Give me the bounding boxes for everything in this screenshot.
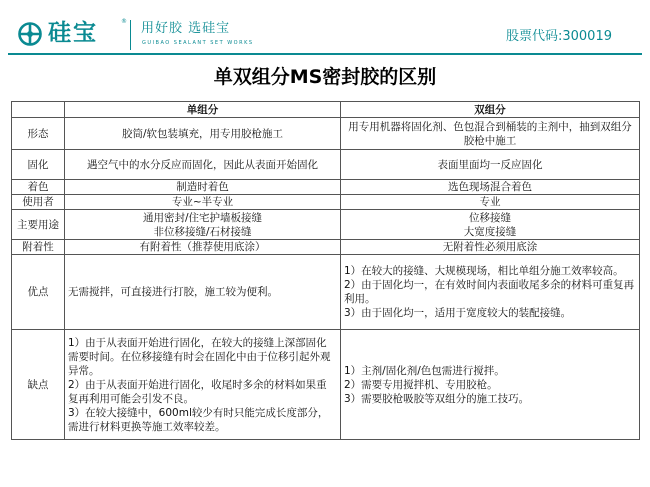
row-label: 主要用途 [12, 210, 65, 240]
registered-mark: ® [121, 18, 127, 25]
page-title: 单双组分MS密封胶的区别 [213, 66, 437, 88]
single-cell: 胶筒/软包装填充，用专用胶枪施工 [65, 118, 341, 150]
double-cell: 用专用机器将固化剂、色包混合到桶装的主剂中，抽到双组分胶枪中施工 [341, 118, 640, 150]
double-cell: 专业 [341, 195, 640, 210]
row-label: 优点 [12, 255, 65, 330]
header-divider [130, 20, 131, 50]
single-cell: 无需搅拌，可直接进行打胶，施工较为便利。 [65, 255, 341, 330]
row-label: 着色 [12, 180, 65, 195]
row-label: 使用者 [12, 195, 65, 210]
double-cell: 位移接缝 大宽度接缝 [341, 210, 640, 240]
brand-slogan-english: GUIBAO SEALANT SET WORKS [142, 40, 254, 46]
header-bar [0, 0, 650, 56]
table-row [12, 255, 640, 330]
header-cell-single: 单组分 [65, 102, 341, 118]
brand-slogan: 用好胶 选硅宝 [141, 21, 231, 36]
table-row [12, 150, 640, 180]
table-row [12, 118, 640, 150]
single-cell: 有附着性（推荐使用底涂） [65, 240, 341, 255]
single-cell: 1）由于从表面开始进行固化，在较大的接缝上深部固化需要时间。在位移接缝有时会在固化中由于位移引起外观异常。 2）由于从表面开始进行固化，收尾时多余的材料如果重复再利用可能会引发不良。 3）在较大接缝中，600ml较少有时只能完成长度部分，需进行材料更换等施工效率较差。 [65, 330, 341, 440]
single-cell: 遇空气中的水分反应而固化，因此从表面开始固化 [65, 150, 341, 180]
table-row [12, 210, 640, 240]
single-cell: 制造时着色 [65, 180, 341, 195]
header-rule [8, 53, 642, 55]
double-cell: 表面里面均一反应固化 [341, 150, 640, 180]
single-cell: 通用密封/住宅护墙板接缝 非位移接缝/石材接缝 [65, 210, 341, 240]
single-cell: 专业~半专业 [65, 195, 341, 210]
double-cell: 无附着性必须用底涂 [341, 240, 640, 255]
table-header-row [12, 102, 640, 118]
table-row [12, 195, 640, 210]
table-row [12, 180, 640, 195]
brand-name: 硅宝 [48, 20, 98, 46]
gear-wheel-icon [18, 22, 42, 46]
double-cell: 选色现场混合着色 [341, 180, 640, 195]
row-label: 固化 [12, 150, 65, 180]
double-cell: 1）在较大的接缝、大规模现场，相比单组分施工效率较高。 2）由于固化均一，在有效时间内表面收尾多余的材料可重复再利用。 3）由于固化均一，适用于宽度较大的装配接缝。 [341, 255, 640, 330]
header-cell-double: 双组分 [341, 102, 640, 118]
table-row [12, 240, 640, 255]
comparison-table [11, 101, 640, 440]
table-row [12, 330, 640, 440]
row-label: 附着性 [12, 240, 65, 255]
double-cell: 1）主剂/固化剂/色包需进行搅拌。 2）需要专用搅拌机、专用胶枪。 3）需要胶枪吸胶等双组分的施工技巧。 [341, 330, 640, 440]
stock-code: 股票代码:300019 [505, 29, 612, 44]
row-label: 缺点 [12, 330, 65, 440]
header-cell-empty [12, 102, 65, 118]
row-label: 形态 [12, 118, 65, 150]
